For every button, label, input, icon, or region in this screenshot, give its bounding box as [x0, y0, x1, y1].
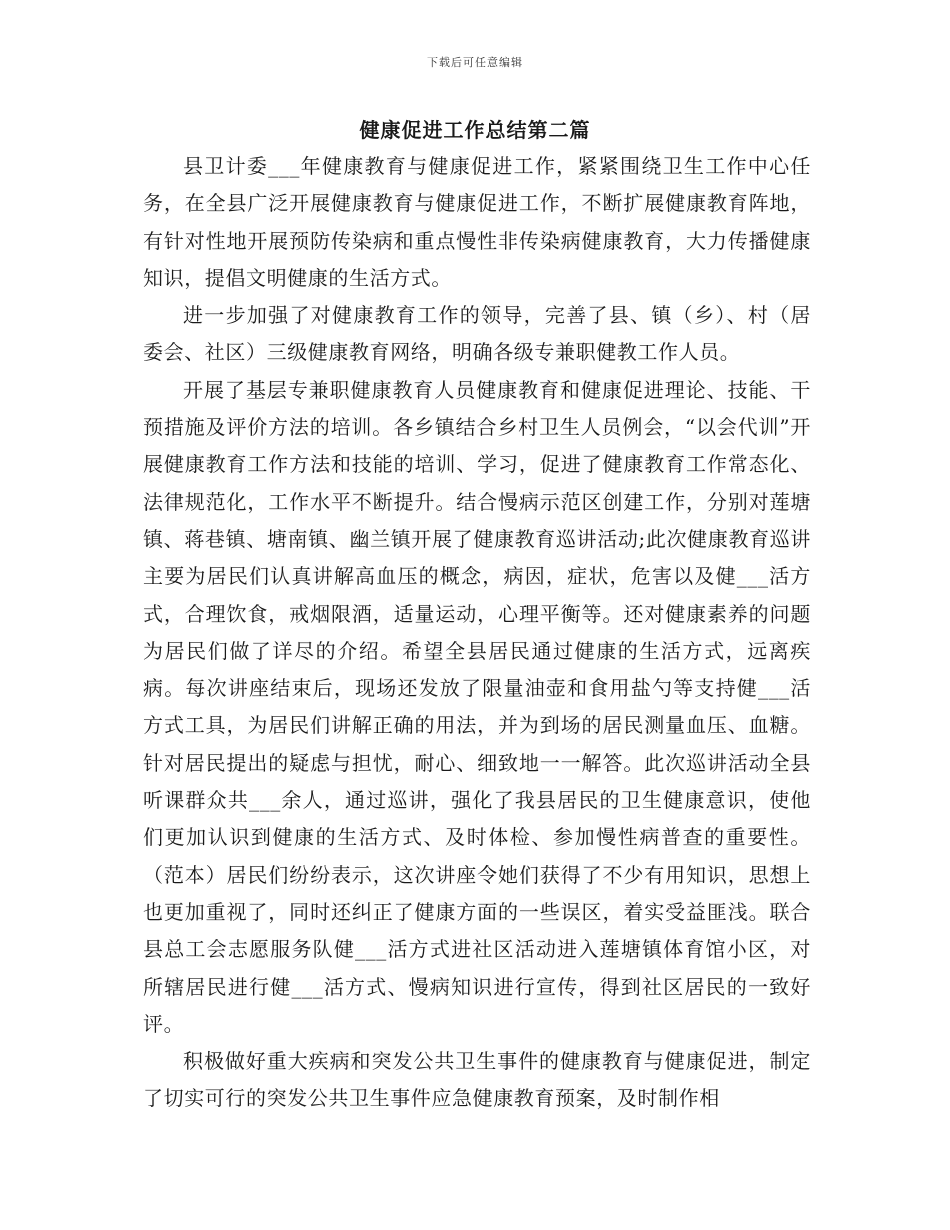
- header-note: 下载后可任意编辑: [427, 56, 523, 69]
- paragraph: 县卫计委___年健康教育与健康促进工作，紧紧围绕卫生工作中心任务，在全县广泛开展健康教育与健康促进工作，不断扩展健康教育阵地，有针对性地开展预防传染病和重点慢性非传染病健康教育，大力传播健康知识，提倡文明健康的生活方式。: [143, 154, 811, 290]
- paragraph: 进一步加强了对健康教育工作的领导，完善了县、镇（乡）、村（居委会、社区）三级健康教育网络，明确各级专兼职健教工作人员。: [143, 303, 811, 365]
- document-title: 健康促进工作总结第二篇: [359, 118, 591, 142]
- document-body: [143, 148, 811, 1118]
- paragraph: 积极做好重大疾病和突发公共卫生事件的健康教育与健康促进，制定了切实可行的突发公共卫生事件应急健康教育预案，及时制作相: [143, 1049, 811, 1111]
- paragraph: 开展了基层专兼职健康教育人员健康教育和健康促进理论、技能、干预措施及评价方法的培训。各乡镇结合乡村卫生人员例会，“以会代训”开展健康教育工作方法和技能的培训、学习，促进了健康教育工作常态化、法律规范化，工作水平不断提升。结合慢病示范区创建工作，分别对莲塘镇、蒋巷镇、塘南镇、幽兰镇开展了健康教育巡讲活动;此次健康教育巡讲主要为居民们认真讲解高血压的概念，病因，症状，危害以及健___活方式，合理饮食，戒烟限酒，适量运动，心理平衡等。还对健康素养的问题为居民们做了详尽的介绍。希望全县居民通过健康的生活方式，远离疾病。每次讲座结束后，现场还发放了限量油壶和食用盐勺等支持健___活方式工具，为居民们讲解正确的用法，并为到场的居民测量血压、血糖。针对居民提出的疑虑与担忧，耐心、细致地一一解答。此次巡讲活动全县听课群众共___余人，通过巡讲，强化了我县居民的卫生健康意识，使他们更加认识到健康的生活方式、及时体检、参加慢性病普查的重要性。（范本）居民们纷纷表示，这次讲座令她们获得了不少有用知识，思想上也更加重视了，同时还纠正了健康方面的一些误区，着实受益匪浅。联合县总工会志愿服务队健___活方式进社区活动进入莲塘镇体育馆小区，对所辖居民进行健___活方式、慢病知识进行宣传，得到社区居民的一致好评。: [143, 377, 811, 1036]
